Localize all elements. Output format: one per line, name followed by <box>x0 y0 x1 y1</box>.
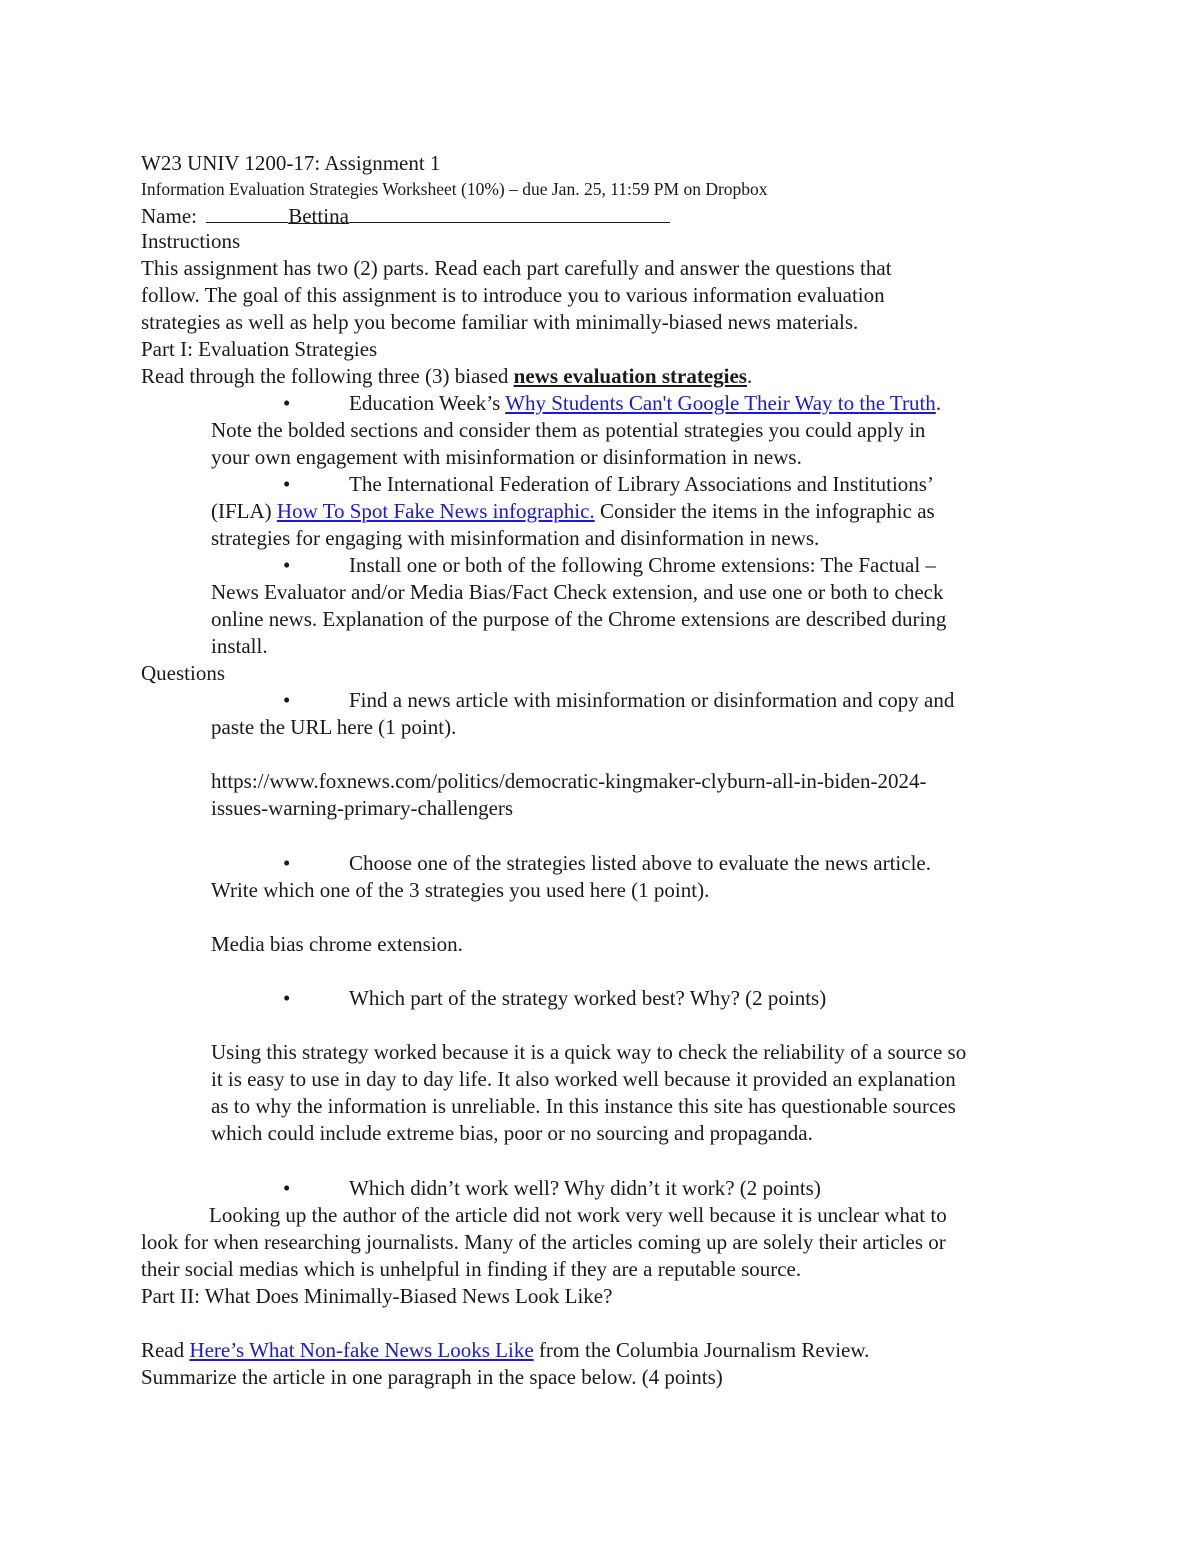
question-3: Which part of the strategy worked best? Why? (2 points) <box>349 986 827 1010</box>
instructions-line: This assignment has two (2) parts. Read each part carefully and answer the questions that <box>141 256 892 280</box>
strategy-item-3: Install one or both of the following Chrome extensions: The Factual – <box>349 553 936 577</box>
answer-4-line: their social medias which is unhelpful in finding if they are a reputable source. <box>141 1257 802 1281</box>
answer-3-line: it is easy to use in day to day life. It also worked well because it provided an explanation <box>211 1067 956 1091</box>
question-2-cont: Write which one of the 3 strategies you used here (1 point). <box>211 878 710 902</box>
strategy-1-text: Note the bolded sections and consider them as potential strategies you could apply in <box>211 418 926 442</box>
part2-read-prefix: Read <box>141 1338 190 1362</box>
strategy-2-prefix: (IFLA) <box>211 499 277 523</box>
strategy-2-line <box>211 498 935 525</box>
bullet-icon: • <box>283 851 291 875</box>
question-1: Find a news article with misinformation or disinformation and copy and <box>349 688 955 712</box>
answer-3-line: as to why the information is unreliable. In this instance this site has questionable sources <box>211 1094 956 1118</box>
name-blank-left <box>206 202 288 223</box>
bullet-icon: • <box>283 391 291 415</box>
strategy-2-suffix: Consider the items in the infographic as <box>594 499 935 523</box>
answer-2: Media bias chrome extension. <box>211 932 463 956</box>
part2-read-suffix: from the Columbia Journalism Review. <box>533 1338 870 1362</box>
non-fake-news-link[interactable]: Here’s What Non-fake News Looks Like <box>189 1338 534 1362</box>
news-evaluation-strategies-heading: news evaluation strategies <box>513 364 747 388</box>
part1-intro-suffix: . <box>746 364 753 388</box>
strategy-1-suffix: . <box>935 391 942 415</box>
part1-heading: Part I: Evaluation Strategies <box>141 337 378 361</box>
instructions-line: follow. The goal of this assignment is to introduce you to various information evaluation <box>141 283 885 307</box>
name-blank-right <box>349 202 670 223</box>
strategy-item-2: The International Federation of Library Associations and Institutions’ <box>349 472 934 496</box>
bullet-icon: • <box>283 553 291 577</box>
education-week-link[interactable]: Why Students Can't Google Their Way to the Truth <box>505 391 936 415</box>
answer-1-url: https://www.foxnews.com/politics/democratic-kingmaker-clyburn-all-in-biden-2024- <box>211 769 927 793</box>
part1-intro <box>141 363 752 390</box>
bullet-icon: • <box>283 1176 291 1200</box>
question-1-cont: paste the URL here (1 point). <box>211 715 457 739</box>
name-value: Bettina <box>288 204 349 228</box>
answer-3-line: Using this strategy worked because it is a quick way to check the reliability of a source so <box>211 1040 967 1064</box>
strategy-1-text: your own engagement with misinformation or disinformation in news. <box>211 445 802 469</box>
answer-1-url-cont: issues-warning-primary-challengers <box>211 796 514 820</box>
part1-intro-prefix: Read through the following three (3) biased <box>141 364 514 388</box>
instructions-heading: Instructions <box>141 229 241 253</box>
part2-heading: Part II: What Does Minimally-Biased News Look Like? <box>141 1284 613 1308</box>
answer-4-line: Looking up the author of the article did not work very well because it is unclear what to <box>209 1203 947 1227</box>
part2-read-line <box>141 1337 869 1364</box>
part2-summarize: Summarize the article in one paragraph in the space below. (4 points) <box>141 1365 723 1389</box>
bullet-icon: • <box>283 688 291 712</box>
bullet-icon: • <box>283 472 291 496</box>
name-line <box>141 202 670 230</box>
strategy-1-prefix: Education Week’s <box>349 391 506 415</box>
bullet-icon: • <box>283 986 291 1010</box>
ifla-infographic-link[interactable]: How To Spot Fake News infographic. <box>276 499 595 523</box>
question-2: Choose one of the strategies listed above to evaluate the news article. <box>349 851 931 875</box>
answer-3-line: which could include extreme bias, poor or no sourcing and propaganda. <box>211 1121 813 1145</box>
strategy-item-1 <box>349 390 941 417</box>
answer-4-line: look for when researching journalists. Many of the articles coming up are solely their articles or <box>141 1230 946 1254</box>
strategy-3-text: online news. Explanation of the purpose of the Chrome extensions are described during <box>211 607 947 631</box>
questions-heading: Questions <box>141 661 225 685</box>
strategy-2-text: strategies for engaging with misinformation and disinformation in news. <box>211 526 820 550</box>
instructions-line: strategies as well as help you become familiar with minimally-biased news materials. <box>141 310 859 334</box>
name-label: Name: <box>141 204 197 228</box>
strategy-3-text: install. <box>211 634 268 658</box>
assignment-subtitle: Information Evaluation Strategies Worksheet (10%) – due Jan. 25, 11:59 PM on Dropbox <box>141 179 768 199</box>
strategy-3-text: News Evaluator and/or Media Bias/Fact Check extension, and use one or both to check <box>211 580 944 604</box>
question-4: Which didn’t work well? Why didn’t it work? (2 points) <box>349 1176 821 1200</box>
assignment-title: W23 UNIV 1200-17: Assignment 1 <box>141 151 441 175</box>
